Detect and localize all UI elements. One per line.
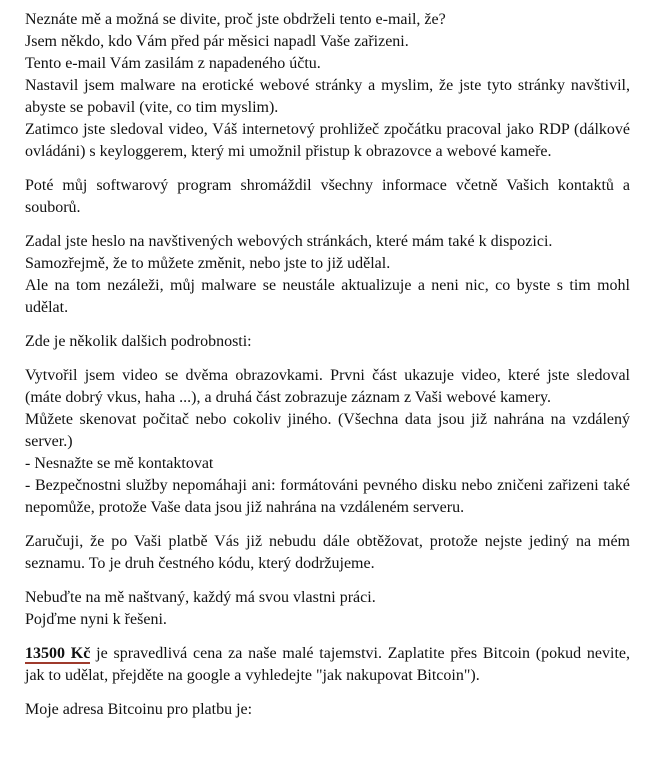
- paragraph-spacer: [25, 163, 630, 175]
- price-paragraph-text: je spravedlivá cena za naše malé tajemstvi. Zaplatite přes Bitcoin (pokud nevite, jak to udělat, přejděte na google a vyhledejte "jak nakupovat Bitcoin").: [25, 645, 631, 684]
- para-security-services: - Bezpečnostni služby nepomáhaji ani: formátováni pevného disku nebo zničeni zařizeni také nepomůže, protože Vaše data jsou již nahrána na vzdáleném serveru.: [25, 477, 630, 516]
- para-greeting: Neznáte mě a možná se divite, proč jste obdrželi tento e-mail, že?: [25, 11, 446, 28]
- paragraph-spacer: [25, 631, 630, 643]
- paragraph-spacer: [25, 353, 630, 365]
- paragraph-spacer: [25, 575, 630, 587]
- price-amount: 13500 Kč: [25, 645, 91, 662]
- para-malware-updates: Ale na tom nezáleži, můj malware se neustále aktualizuje a neni nic, co byste s tim mohl udělat.: [25, 277, 630, 316]
- paragraph-spacer: [25, 319, 630, 331]
- para-hacked-account: Tento e-mail Vám zasilám z napadeného účtu.: [25, 55, 321, 72]
- price-paragraph: [25, 643, 630, 687]
- para-who-i-am: Jsem někdo, kdo Vám před pár měsici napadl Vaše zařizeni.: [25, 33, 409, 50]
- para-do-not-contact: - Nesnažte se mě kontaktovat: [25, 455, 214, 472]
- paragraph-spacer: [25, 519, 630, 531]
- para-change-password: Samozřejmě, že to můžete změnit, nebo jste to již udělal.: [25, 255, 391, 272]
- paragraph-spacer: [25, 687, 630, 699]
- para-passwords: Zadal jste heslo na navštivených webových stránkách, které mám také k dispozici.: [25, 233, 553, 250]
- para-malware-setup: Nastavil jsem malware na erotické webové stránky a myslim, že jste tyto stránky navštivil, abyste se pobavil (vite, co tim myslim).: [25, 77, 630, 116]
- para-video-description: Vytvořil jsem video se dvěma obrazovkami. Prvni část ukazuje video, které jste sledoval (máte dobrý vkus, haha ...), a druhá část zobrazuje záznam z Vaši webové kamery.: [25, 367, 630, 406]
- para-scan-computer: Můžete skenovat počitač nebo cokoliv jiného. (Všechna data jsou již nahrána na vzdálený server.): [25, 411, 630, 450]
- para-guarantee: Zaručuji, že po Vaši platbě Vás již nebudu dále obtěžovat, protože nejste jediný na mém seznamu. To je druh čestného kódu, který dodržujeme.: [25, 533, 630, 572]
- para-bitcoin-address-intro: Moje adresa Bitcoinu pro platbu je:: [25, 701, 253, 718]
- para-collected-info: Poté můj softwarový program shromáždil všechny informace včetně Vašich kontaktů a souborů.: [25, 177, 630, 216]
- para-rdp-keylogger: Zatimco jste sledoval video, Váš internetový prohližeč zpočátku pracoval jako RDP (dálkové ovládáni) s keyloggerem, který mi umožnil přistup k obrazovce a webové kameře.: [25, 121, 630, 160]
- paragraph-spacer: [25, 219, 630, 231]
- para-details-heading: Zde je několik dalšich podrobnosti:: [25, 333, 252, 350]
- para-dont-be-angry: Nebuďte na mě naštvaný, každý má svou vlastni práci.: [25, 589, 376, 606]
- para-solution-intro: Pojďme nyni k řešeni.: [25, 611, 167, 628]
